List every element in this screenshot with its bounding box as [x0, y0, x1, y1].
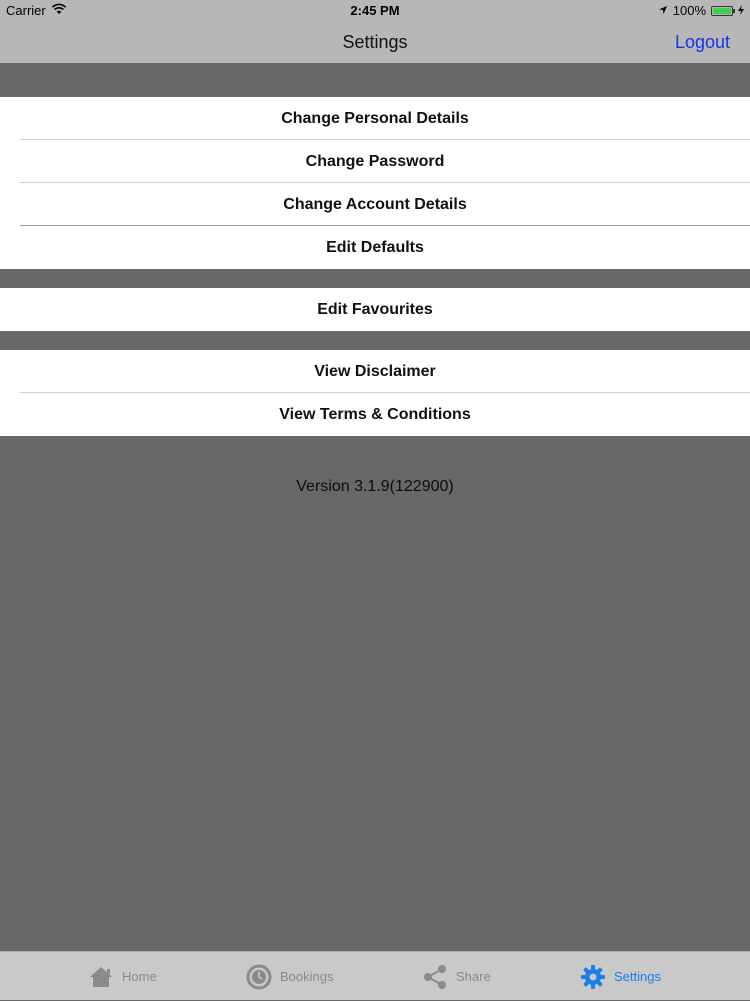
- tab-bookings[interactable]: [246, 952, 333, 1001]
- carrier-label: Carrier: [6, 3, 46, 18]
- tab-settings-label: Settings: [614, 969, 661, 984]
- gear-icon: [580, 964, 606, 990]
- tab-share[interactable]: [422, 952, 491, 1001]
- tab-home[interactable]: [88, 952, 157, 1001]
- edit-defaults-row[interactable]: Edit Defaults: [326, 239, 424, 256]
- home-icon: [88, 965, 114, 989]
- edit-favourites-row[interactable]: Edit Favourites: [317, 301, 433, 318]
- location-arrow-icon: [658, 3, 668, 18]
- tab-bookings-label: Bookings: [280, 969, 334, 984]
- charging-bolt-icon: [738, 3, 744, 18]
- share-icon: [422, 964, 448, 990]
- tab-bar: [0, 951, 750, 1000]
- page-title: Settings: [342, 32, 408, 52]
- version-label: Version 3.1.9(122900): [296, 478, 454, 495]
- tab-share-label: Share: [456, 969, 491, 984]
- navigation-bar: [0, 20, 750, 63]
- legal-group: [0, 350, 750, 436]
- change-password-row[interactable]: Change Password: [0, 140, 750, 183]
- status-right: [658, 3, 744, 18]
- clock-icon: [246, 964, 272, 990]
- tab-home-label: Home: [122, 969, 157, 984]
- account-settings-group: [0, 97, 750, 269]
- favourites-group: [0, 288, 750, 331]
- battery-icon: [711, 6, 733, 16]
- view-disclaimer-row[interactable]: View Disclaimer: [0, 350, 750, 393]
- view-terms-row[interactable]: View Terms & Conditions: [279, 406, 471, 423]
- status-bar: [0, 0, 750, 20]
- tab-settings[interactable]: [580, 952, 661, 1001]
- battery-percent: 100%: [672, 3, 706, 18]
- logout-button[interactable]: Logout: [674, 32, 730, 52]
- change-personal-details-row[interactable]: Change Personal Details: [0, 97, 750, 140]
- clock-time: 2:45 PM: [350, 3, 400, 18]
- change-account-details-row[interactable]: Change Account Details: [0, 183, 750, 226]
